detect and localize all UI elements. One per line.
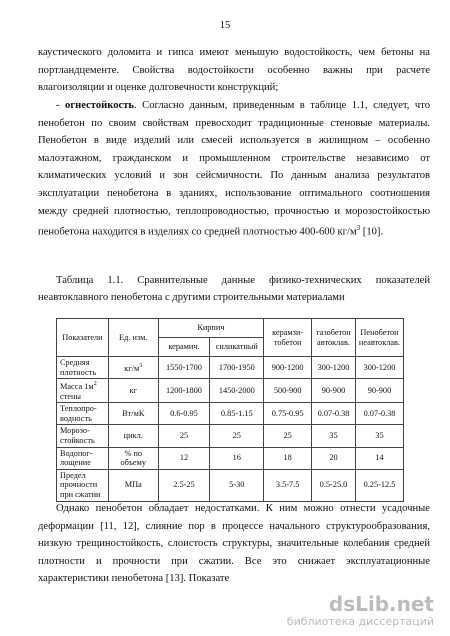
header-ceramic: керамич. bbox=[158, 338, 210, 357]
cell: 90-900 bbox=[312, 379, 356, 403]
watermark-subtitle: библиотека диссертаций bbox=[286, 615, 434, 628]
cell: 5-30 bbox=[210, 469, 264, 501]
cell: 300-1200 bbox=[355, 357, 403, 379]
outro-paragraph bbox=[38, 500, 430, 588]
cell: 0.85-1.15 bbox=[210, 403, 264, 425]
table-caption bbox=[38, 272, 430, 306]
header-brick: Кирпич bbox=[158, 319, 264, 338]
cell: 25 bbox=[158, 425, 210, 447]
row-label: Водопог-лощение bbox=[57, 447, 109, 469]
row-unit: кг bbox=[108, 379, 158, 403]
cell: 1550-1700 bbox=[158, 357, 210, 379]
cell: 900-1200 bbox=[264, 357, 312, 379]
row-unit: МПа bbox=[108, 469, 158, 501]
cell: 0.6-0.95 bbox=[158, 403, 210, 425]
row-label: Морозо-стойкость bbox=[57, 425, 109, 447]
table-row bbox=[57, 469, 404, 501]
row-unit: цикл. bbox=[108, 425, 158, 447]
cell: 1450-2000 bbox=[210, 379, 264, 403]
cell: 25 bbox=[210, 425, 264, 447]
cell: 1700-1950 bbox=[210, 357, 264, 379]
cell: 0.5-25.0 bbox=[312, 469, 356, 501]
watermark-logo: dsLib.net bbox=[328, 592, 434, 616]
row-label: Предел прочности при сжатии bbox=[57, 469, 109, 501]
cell: 500-900 bbox=[264, 379, 312, 403]
cell: 20 bbox=[312, 447, 356, 469]
watermark bbox=[287, 593, 434, 628]
cell: 12 bbox=[158, 447, 210, 469]
cell: 0.07-0.38 bbox=[312, 403, 356, 425]
cell: 1200-1800 bbox=[158, 379, 210, 403]
list-dash: - bbox=[56, 100, 66, 111]
citation: [10]. bbox=[360, 226, 384, 238]
cell: 35 bbox=[312, 425, 356, 447]
row-label: Теплопро-водность bbox=[57, 403, 109, 425]
row-label: Масса $1м^2$ стены bbox=[57, 379, 109, 403]
superscript: 3 bbox=[356, 224, 361, 233]
cell: 14 bbox=[355, 447, 403, 469]
header-gazobeton: газобетон автоклав. bbox=[312, 319, 356, 357]
row-unit: Вт/мК bbox=[108, 403, 158, 425]
table-row bbox=[57, 357, 404, 379]
cell: 2.5-25 bbox=[158, 469, 210, 501]
cell: 18 bbox=[264, 447, 312, 469]
header-silicate: силикатный bbox=[210, 338, 264, 357]
table-row bbox=[57, 447, 404, 469]
cell: 16 bbox=[210, 447, 264, 469]
intro-text: каустического доломита и гипса имеют меньшую водостойкость, чем бетоны на портландцементе. Свойства водостойкости особенно важны при расчете влагоизоляции и оценке долговечности конструкций; bbox=[38, 47, 430, 94]
cell: 90-900 bbox=[355, 379, 403, 403]
header-indicators: Показатели bbox=[57, 319, 109, 357]
intro-paragraph bbox=[38, 44, 430, 97]
fire-resistance-text bbox=[38, 97, 430, 241]
row-label: Средняя плотность bbox=[57, 357, 109, 379]
cell: 25 bbox=[264, 425, 312, 447]
row-unit: % по объему bbox=[108, 447, 158, 469]
page-number: 15 bbox=[219, 20, 231, 31]
header-penobeton: Пенобетон неавтоклав. bbox=[355, 319, 403, 357]
table-caption-text: Таблица 1.1. Сравнительные данные физико-технических показателей неавтоклавного пенобетона с другими строительными материалами bbox=[38, 275, 430, 303]
cell: 0.75-0.95 bbox=[264, 403, 312, 425]
header-unit: Ед. изм. bbox=[108, 319, 158, 357]
paragraph-body: . Согласно данным, приведенным в таблице 1.1, следует, что пенобетон по своим свойствам превосходит традиционные стеновые материалы. Пенобетон в виде изделий или смесей используется в жилищном – особенно малоэтажном, гражданском и промышленном строительстве независимо от климатических условий и зон сейсмичности. По данным анализа результатов эксплуатации пенобетона в зданиях, использование оптимального соотношения между средней плотностью, теплопроводностью, прочностью и морозостойкостью пенобетона находится в изделиях со средней плотностью 400-600 кг/м bbox=[38, 100, 430, 238]
cell: 0.25-12.5 bbox=[355, 469, 403, 501]
table-row bbox=[57, 425, 404, 447]
term-fire-resistance: огнестойкость bbox=[65, 100, 135, 111]
cell: 3.5-7.5 bbox=[264, 469, 312, 501]
header-keramzit: керамзи-тобетон bbox=[264, 319, 312, 357]
table-row bbox=[57, 379, 404, 403]
fire-resistance-paragraph bbox=[38, 97, 430, 241]
comparison-table bbox=[56, 318, 404, 502]
table-row bbox=[57, 403, 404, 425]
outro-text: Однако пенобетон обладает недостатками. К ним можно отнести усадочные деформации [11, 12], слияние пор в процессе начального структурообразования, низкую трещиностойкость, слоистость структуры, значительные колебания средней плотности и прочности при сжатии. Все это снижает эксплуатационные характеристики пенобетона [13]. Показате bbox=[38, 503, 430, 585]
cell: 300-1200 bbox=[312, 357, 356, 379]
row-unit: $кг/м^3$ bbox=[108, 357, 158, 379]
cell: 0.07-0.38 bbox=[355, 403, 403, 425]
cell: 35 bbox=[355, 425, 403, 447]
